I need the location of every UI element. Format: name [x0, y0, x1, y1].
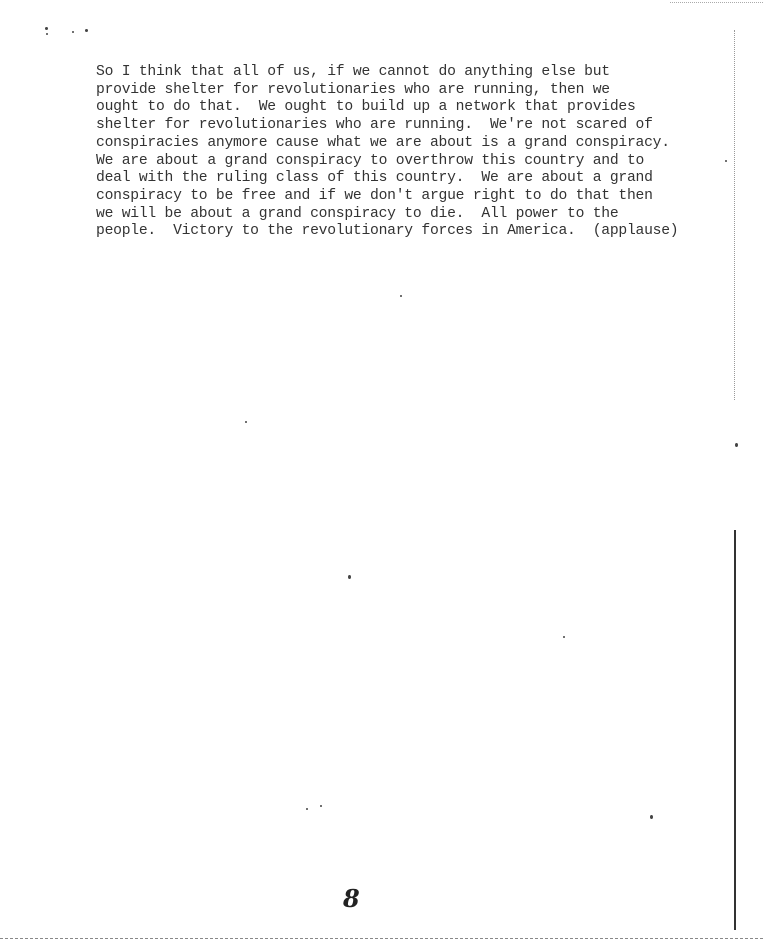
page-number: 8: [343, 884, 360, 913]
scan-speck: [320, 805, 322, 807]
body-paragraph: So I think that all of us, if we cannot do anything else but provide shelter for revolutionaries who are running, then we ought to do that. We ought to build up a network that provides shelter for revolutionaries who are running. We're not scared of conspiracies anymore cause what we are about is a grand conspiracy. We are about a grand conspiracy to overthrow this country and to deal with the ruling class of this country. We are about a grand conspiracy to be free and if we don't argue right to do that then we will be about a grand conspiracy to die. All power to the people. Victory to the revolutionary forces in America. (applause): [96, 64, 679, 240]
scan-speck: [400, 295, 402, 297]
scan-speck: [72, 31, 74, 33]
scan-bottom-edge: [0, 938, 763, 940]
scan-speck: [45, 27, 48, 30]
scan-speck: [46, 33, 48, 35]
scan-speck: [306, 808, 308, 810]
scan-right-edge-line: [734, 530, 736, 930]
scan-speck: [348, 575, 351, 579]
scan-speck: [245, 421, 247, 423]
scan-speck: [650, 815, 653, 819]
scan-speck: [735, 443, 738, 447]
scan-speck: [563, 636, 565, 638]
scan-speck: [85, 29, 88, 32]
scan-top-edge: [670, 2, 763, 4]
